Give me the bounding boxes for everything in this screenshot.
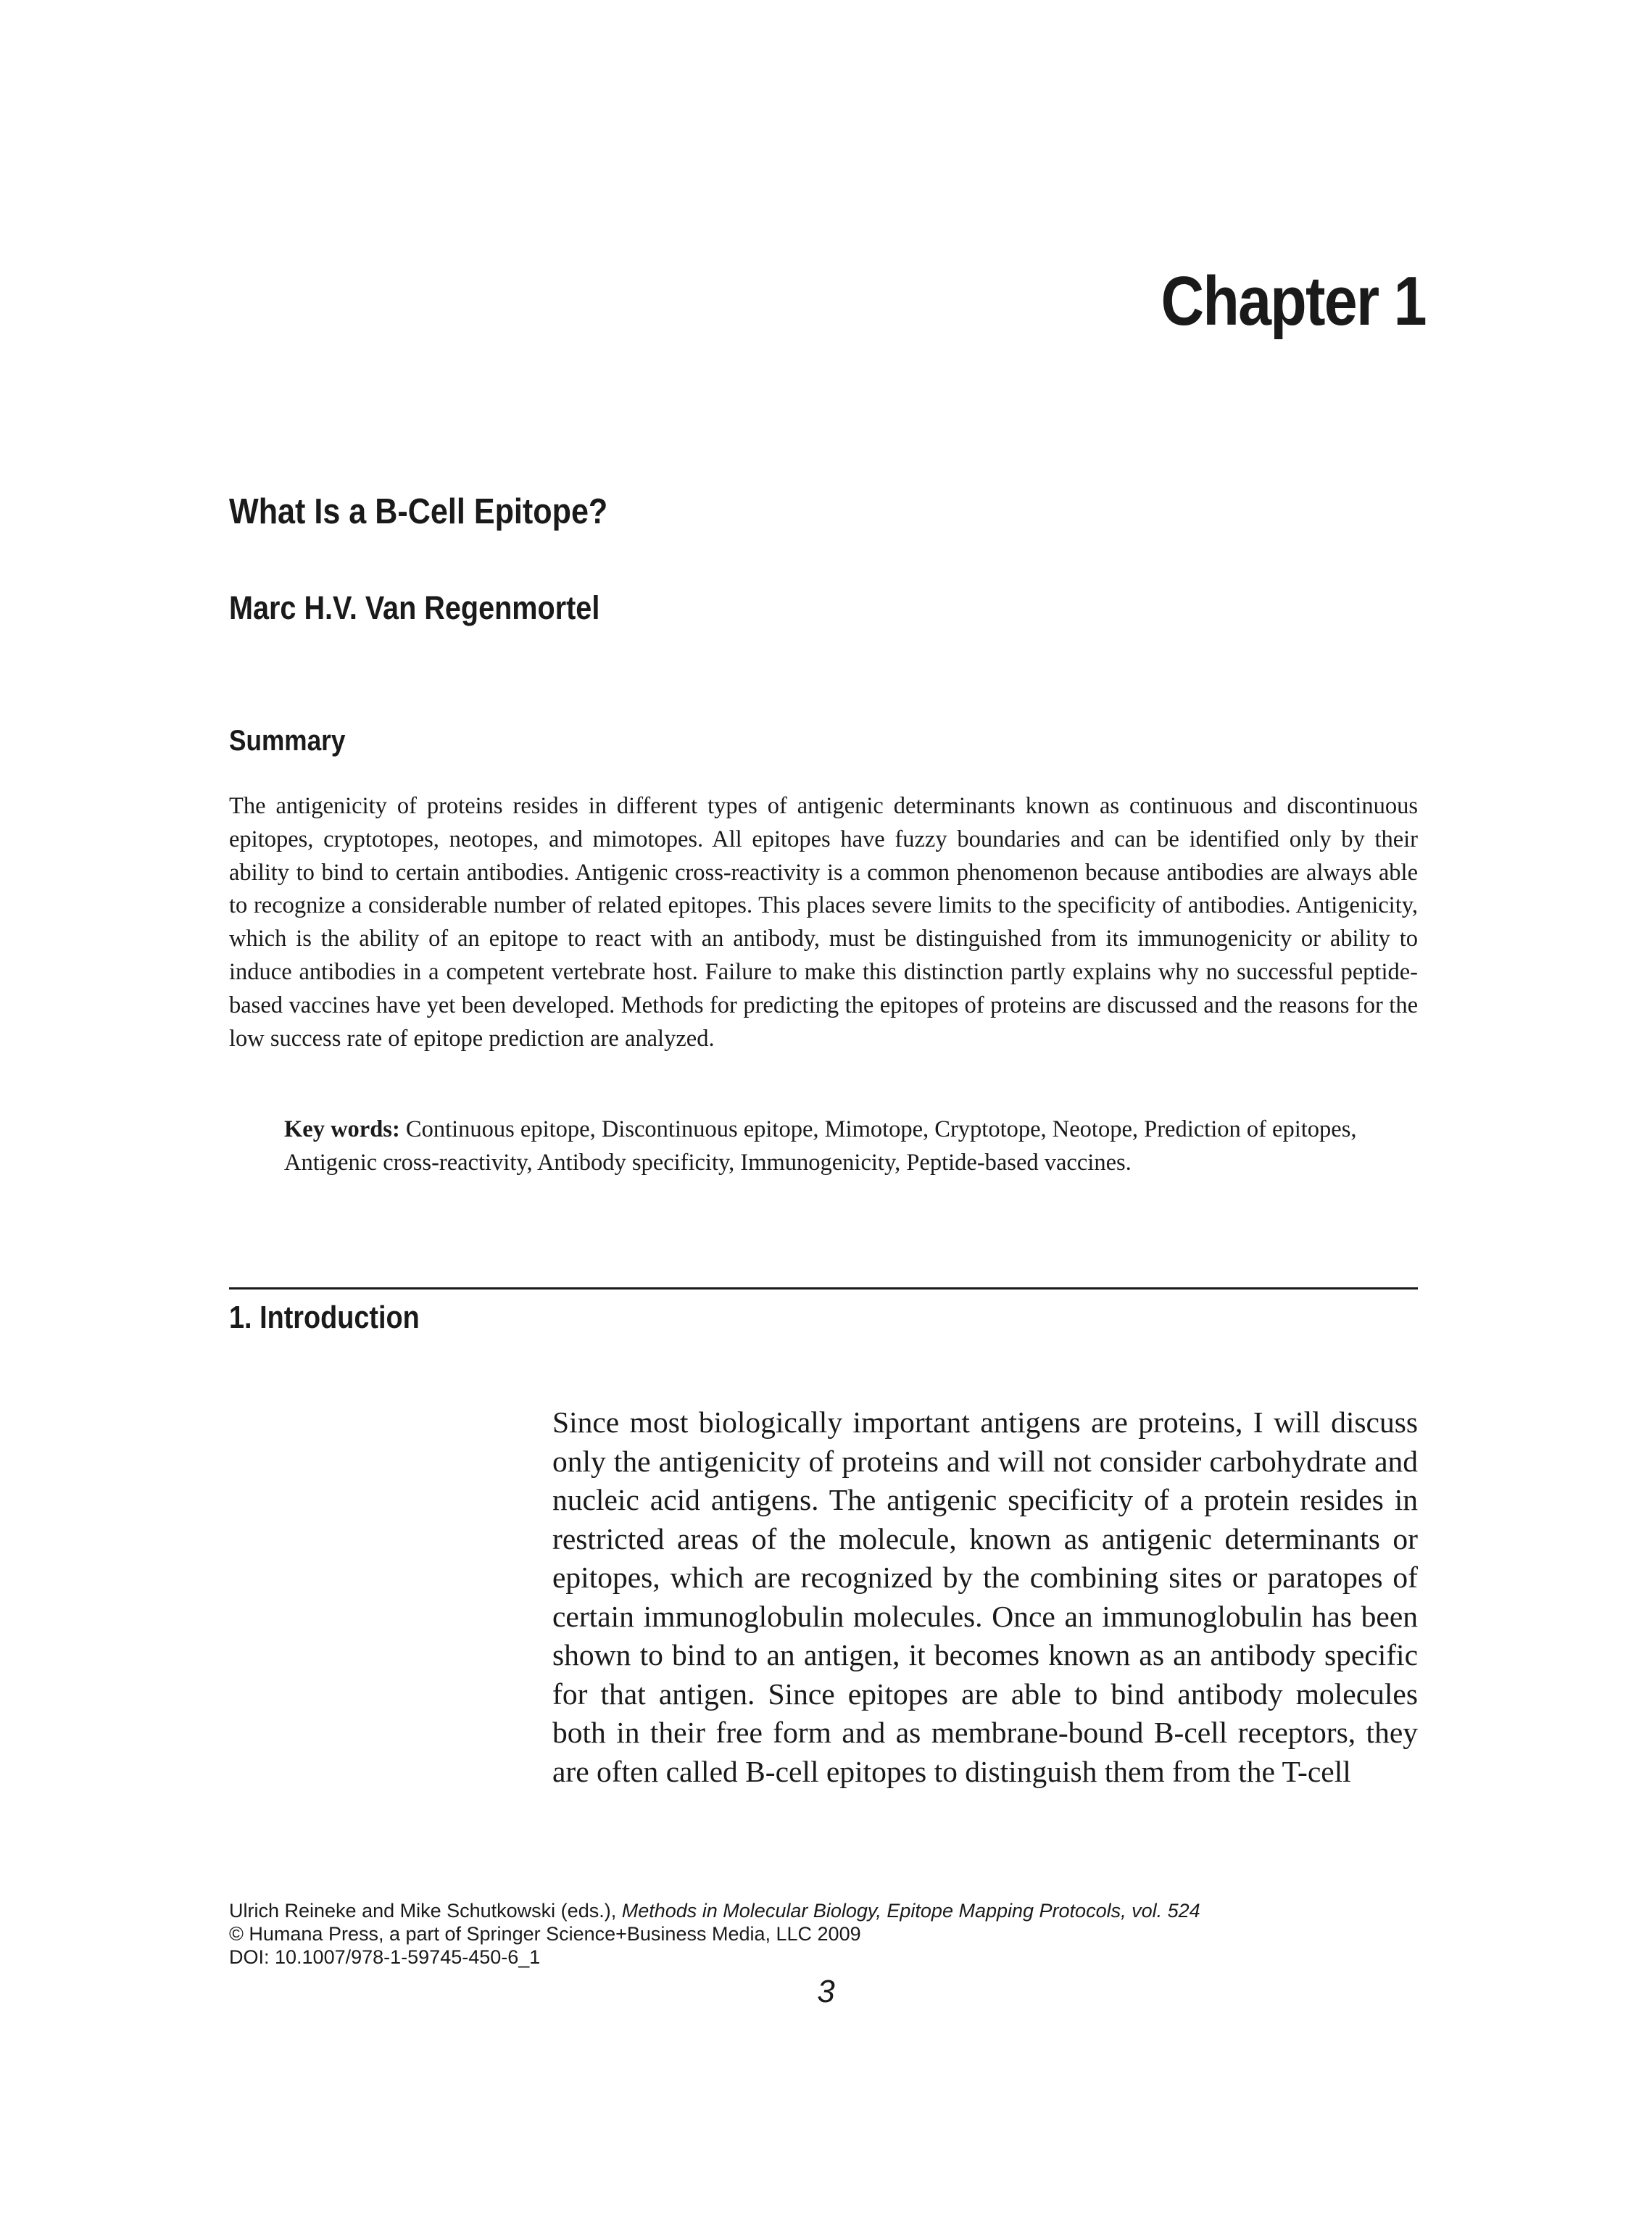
summary-heading: Summary <box>229 725 346 757</box>
introduction-heading: 1. Introduction <box>229 1300 420 1335</box>
chapter-label: Chapter 1 <box>1161 262 1426 340</box>
keywords <box>284 1113 1418 1180</box>
citation-series-title: Methods in Molecular Biology, Epitope Mapping Protocols, vol. 524 <box>621 1900 1200 1922</box>
summary-text: The antigenicity of proteins resides in different types of antigenic determinants known as continuous and discontinuous epitopes, cryptotopes, neotopes, and mimotopes. All epitopes have fuzzy boundaries and can be identified only by their ability to bind to certain antibodies. Antigenic cross-reactivity is a common phenomenon because antibodies are always able to recognize a considerable number of related epitopes. This places severe limits to the specificity of antibodies. Antigenicity, which is the ability of an epitope to react with an antibody, must be distinguished from its immunogenicity or ability to induce antibodies in a competent vertebrate host. Failure to make this distinction partly explains why no successful peptide-based vaccines have yet been developed. Methods for predicting the epitopes of proteins are discussed and the reasons for the low success rate of epitope prediction are analyzed. <box>229 793 1418 1052</box>
keywords-text: Continuous epitope, Discontinuous epitope, Mimotope, Cryptotope, Neotope, Prediction of epitopes, Antigenic cross-reactivity, Antibody specificity, Immunogenicity, Peptide-based vaccines. <box>284 1116 1357 1176</box>
article-title: What Is a B-Cell Epitope? <box>229 492 608 531</box>
keywords-label: Key words: <box>284 1116 400 1142</box>
introduction-text: Since most biologically important antigens are proteins, I will discuss only the antigenicity of proteins and will not consider carbohydrate and nucleic acid antigens. The antigenic specificity of a protein resides in restricted areas of the molecule, known as antigenic determinants or epitopes, which are recognized by the combining sites or paratopes of certain immunoglobulin molecules. Once an immunoglobulin has been shown to bind to an antigen, it becomes known as an antibody specific for that antigen. Since epitopes are able to bind antibody molecules both in their free form and as membrane-bound B-cell receptors, they are often called B-cell epitopes to distinguish them from the T-cell <box>552 1405 1418 1788</box>
citation-line-1 <box>229 1899 1200 1922</box>
citation-footnote <box>229 1899 1200 1969</box>
citation-copyright: © Humana Press, a part of Springer Science+Business Media, LLC 2009 <box>229 1923 861 1945</box>
citation-editors: Ulrich Reineke and Mike Schutkowski (eds.), <box>229 1900 617 1922</box>
citation-doi: DOI: 10.1007/978-1-59745-450-6_1 <box>229 1946 541 1968</box>
page-number: 3 <box>817 1974 835 2009</box>
section-divider <box>229 1287 1418 1289</box>
article-author: Marc H.V. Van Regenmortel <box>229 589 600 626</box>
